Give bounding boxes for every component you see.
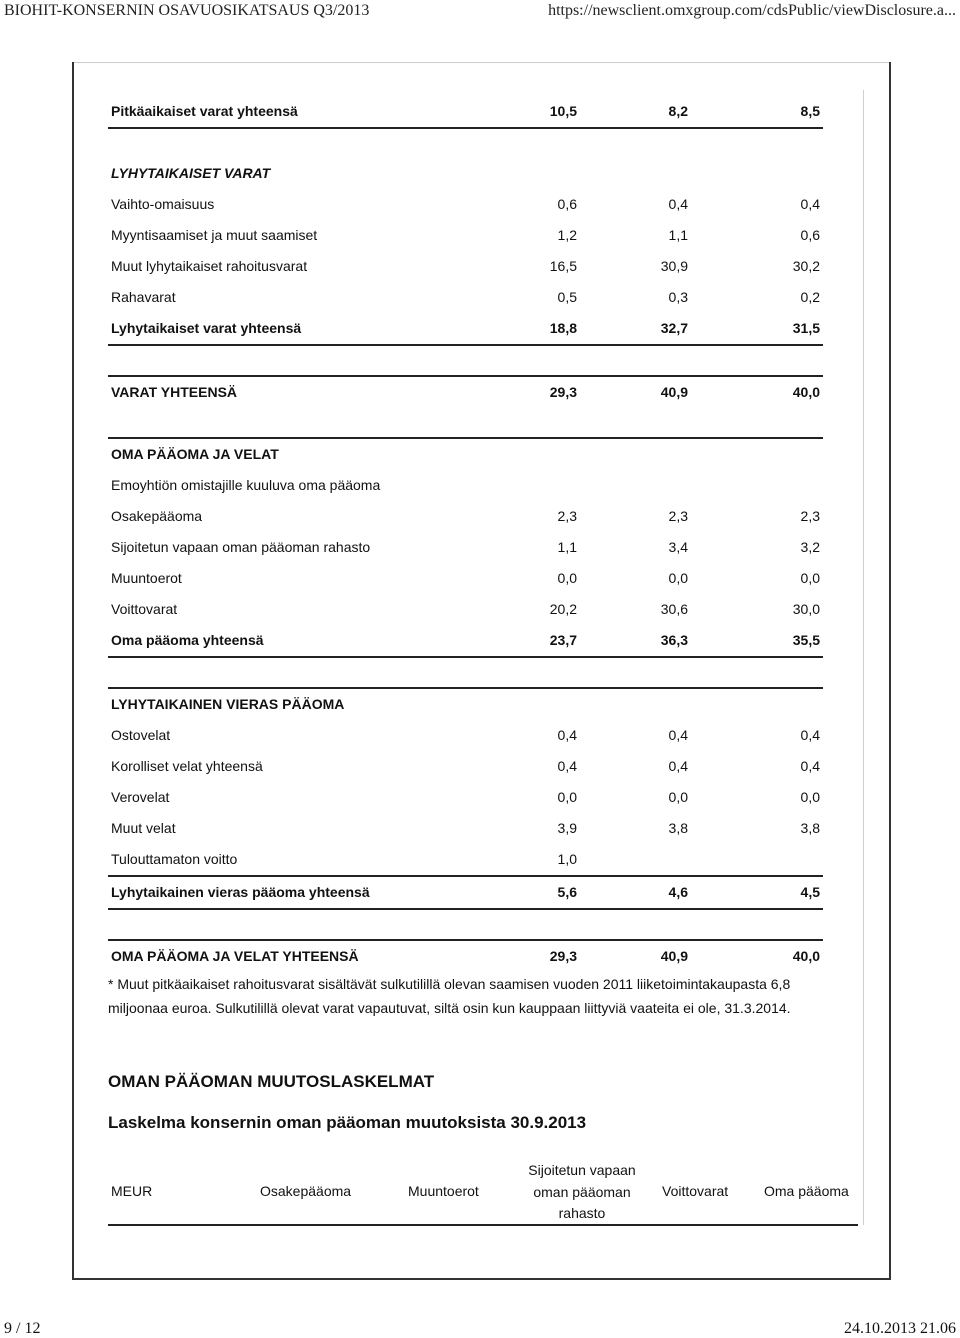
table-row	[108, 751, 823, 782]
equity-table-header	[108, 1158, 858, 1226]
row-value-2: 0,0	[668, 570, 688, 586]
row-value-3: 4,5	[800, 884, 820, 900]
spacer	[108, 346, 823, 375]
row-value-2: 0,3	[668, 289, 688, 305]
balance-sheet-table	[108, 96, 823, 972]
header-svop-line2: oman pääoman	[533, 1183, 631, 1200]
row-value-2: 0,0	[668, 789, 688, 805]
header-svop	[492, 1160, 672, 1225]
frame-top-border	[72, 62, 891, 63]
table-row	[108, 687, 823, 720]
row-label: Ostovelat	[111, 727, 171, 743]
header-meur: MEUR	[111, 1183, 153, 1199]
row-value-2: 8,2	[668, 103, 688, 119]
row-value-3: 3,2	[800, 539, 820, 555]
table-row	[108, 563, 823, 594]
row-value-3: 40,0	[792, 948, 820, 964]
row-label: OMA PÄÄOMA JA VELAT YHTEENSÄ	[111, 948, 359, 964]
row-value-1: 3,9	[557, 820, 577, 836]
row-label: Oma pääoma yhteensä	[111, 632, 264, 648]
inner-right-border	[863, 90, 864, 1225]
table-row	[108, 594, 823, 625]
row-label: Emoyhtiön omistajille kuuluva oma pääoma	[111, 477, 381, 493]
table-row	[108, 189, 823, 220]
table-row	[108, 782, 823, 813]
row-value-2: 0,4	[668, 196, 688, 212]
row-value-3: 0,4	[800, 758, 820, 774]
row-value-1: 16,5	[549, 258, 577, 274]
table-row	[108, 939, 823, 972]
row-value-2: 40,9	[660, 384, 688, 400]
row-label: Vaihto-omaisuus	[111, 196, 215, 212]
row-value-3: 31,5	[792, 320, 820, 336]
row-value-3: 0,4	[800, 196, 820, 212]
row-value-1: 10,5	[549, 103, 577, 119]
table-row	[108, 813, 823, 844]
row-value-2: 4,6	[668, 884, 688, 900]
row-value-3: 30,2	[792, 258, 820, 274]
row-value-1: 1,1	[557, 539, 577, 555]
row-label: Voittovarat	[111, 601, 178, 617]
row-label: Muut lyhytaikaiset rahoitusvarat	[111, 258, 308, 274]
browser-print-header	[0, 0, 960, 22]
table-row	[108, 220, 823, 251]
row-label: Muuntoerot	[111, 570, 182, 586]
document-url: https://newsclient.omxgroup.com/cdsPublic/viewDisclosure.a...	[548, 2, 956, 19]
document-title: BIOHIT-KONSERNIN OSAVUOSIKATSAUS Q3/2013	[4, 2, 370, 19]
section-title: OMAN PÄÄOMAN MUUTOSLASKELMAT	[108, 1072, 435, 1091]
table-row	[108, 844, 823, 875]
row-value-3: 35,5	[792, 632, 820, 648]
table-row	[108, 625, 823, 658]
row-value-2: 36,3	[660, 632, 688, 648]
row-value-1: 5,6	[557, 884, 577, 900]
browser-print-footer	[0, 1318, 960, 1338]
row-label: Osakepääoma	[111, 508, 203, 524]
row-value-1: 0,5	[557, 289, 577, 305]
row-value-3: 0,0	[800, 570, 820, 586]
table-row	[108, 532, 823, 563]
row-value-3: 0,4	[800, 727, 820, 743]
row-label: Verovelat	[111, 789, 170, 805]
row-value-1: 1,2	[557, 227, 577, 243]
row-label: Korolliset velat yhteensä	[111, 758, 263, 774]
header-oma-paaoma: Oma pääoma	[764, 1183, 849, 1199]
print-datetime: 24.10.2013 21.06	[844, 1320, 956, 1337]
table-row	[108, 251, 823, 282]
row-value-3: 30,0	[792, 601, 820, 617]
row-value-2: 2,3	[668, 508, 688, 524]
header-svop-line1: Sijoitetun vapaan	[528, 1162, 636, 1178]
row-value-2: 0,4	[668, 758, 688, 774]
row-value-1: 23,7	[549, 632, 577, 648]
table-row	[108, 158, 823, 189]
row-value-2: 40,9	[660, 948, 688, 964]
row-value-1: 0,6	[557, 196, 577, 212]
row-value-1: 0,4	[557, 758, 577, 774]
page-number: 9 / 12	[4, 1320, 41, 1337]
row-label: Tulouttamaton voitto	[111, 851, 238, 867]
header-voittovarat: Voittovarat	[662, 1183, 729, 1199]
row-value-3: 2,3	[800, 508, 820, 524]
row-label: Sijoitetun vapaan oman pääoman rahasto	[111, 539, 371, 555]
section-label: LYHYTAIKAINEN VIERAS PÄÄOMA	[111, 696, 345, 712]
row-label: VARAT YHTEENSÄ	[111, 384, 238, 400]
spacer	[108, 658, 823, 687]
row-value-1: 0,4	[557, 727, 577, 743]
row-value-2: 0,4	[668, 727, 688, 743]
section-subtitle: Laskelma konsernin oman pääoman muutoksista 30.9.2013	[108, 1113, 587, 1132]
row-value-3: 40,0	[792, 384, 820, 400]
section-label: OMA PÄÄOMA JA VELAT	[111, 446, 279, 462]
row-label: Pitkäaikaiset varat yhteensä	[111, 103, 298, 119]
row-value-1: 0,0	[557, 789, 577, 805]
spacer	[108, 910, 823, 939]
row-value-3: 0,2	[800, 289, 820, 305]
header-osakepaaoma: Osakepääoma	[260, 1183, 352, 1199]
footnote: * Muut pitkäaikaiset rahoitusvarat sisältävät sulkutilillä olevan saamisen vuoden 2011 liiketoimintakaupasta 6,8 miljoonaa euroa. Sulkutilillä olevat varat vapautuvat, siltä osin kun kauppaan liittyviä vaateita ei ole, 31.3.2014.	[108, 976, 791, 1016]
row-value-1: 29,3	[549, 948, 577, 964]
table-row	[108, 313, 823, 346]
row-value-3: 0,6	[800, 227, 820, 243]
spacer	[108, 408, 823, 437]
row-value-2: 32,7	[660, 320, 688, 336]
row-label: Lyhytaikaiset varat yhteensä	[111, 320, 302, 336]
row-value-3: 3,8	[800, 820, 820, 836]
table-row	[108, 875, 823, 910]
header-svop-line3: rahasto	[558, 1205, 606, 1221]
row-value-2: 30,6	[660, 601, 688, 617]
row-value-1: 18,8	[549, 320, 577, 336]
frame-right-border	[889, 62, 891, 1280]
row-value-2: 1,1	[668, 227, 688, 243]
row-value-2: 3,8	[668, 820, 688, 836]
row-value-1: 2,3	[557, 508, 577, 524]
row-value-3: 8,5	[800, 103, 820, 119]
frame-left-border	[72, 62, 74, 1280]
table-row	[108, 375, 823, 408]
row-value-2: 3,4	[668, 539, 688, 555]
row-value-1: 29,3	[549, 384, 577, 400]
table-row	[108, 470, 823, 501]
row-label: Lyhytaikainen vieras pääoma yhteensä	[111, 884, 370, 900]
row-value-3: 0,0	[800, 789, 820, 805]
row-label: Muut velat	[111, 820, 176, 836]
table-row	[108, 96, 823, 129]
frame-bottom-border	[72, 1278, 891, 1280]
row-label: Rahavarat	[111, 289, 176, 305]
table-row	[108, 437, 823, 470]
row-label: Myyntisaamiset ja muut saamiset	[111, 227, 318, 243]
spacer	[108, 129, 823, 158]
row-value-1: 1,0	[557, 851, 577, 867]
table-row	[108, 282, 823, 313]
table-row	[108, 720, 823, 751]
table-row	[108, 501, 823, 532]
row-value-1: 20,2	[549, 601, 577, 617]
row-value-1: 0,0	[557, 570, 577, 586]
section-label: LYHYTAIKAISET VARAT	[111, 165, 271, 181]
header-muuntoerot: Muuntoerot	[408, 1183, 479, 1199]
row-value-2: 30,9	[660, 258, 688, 274]
